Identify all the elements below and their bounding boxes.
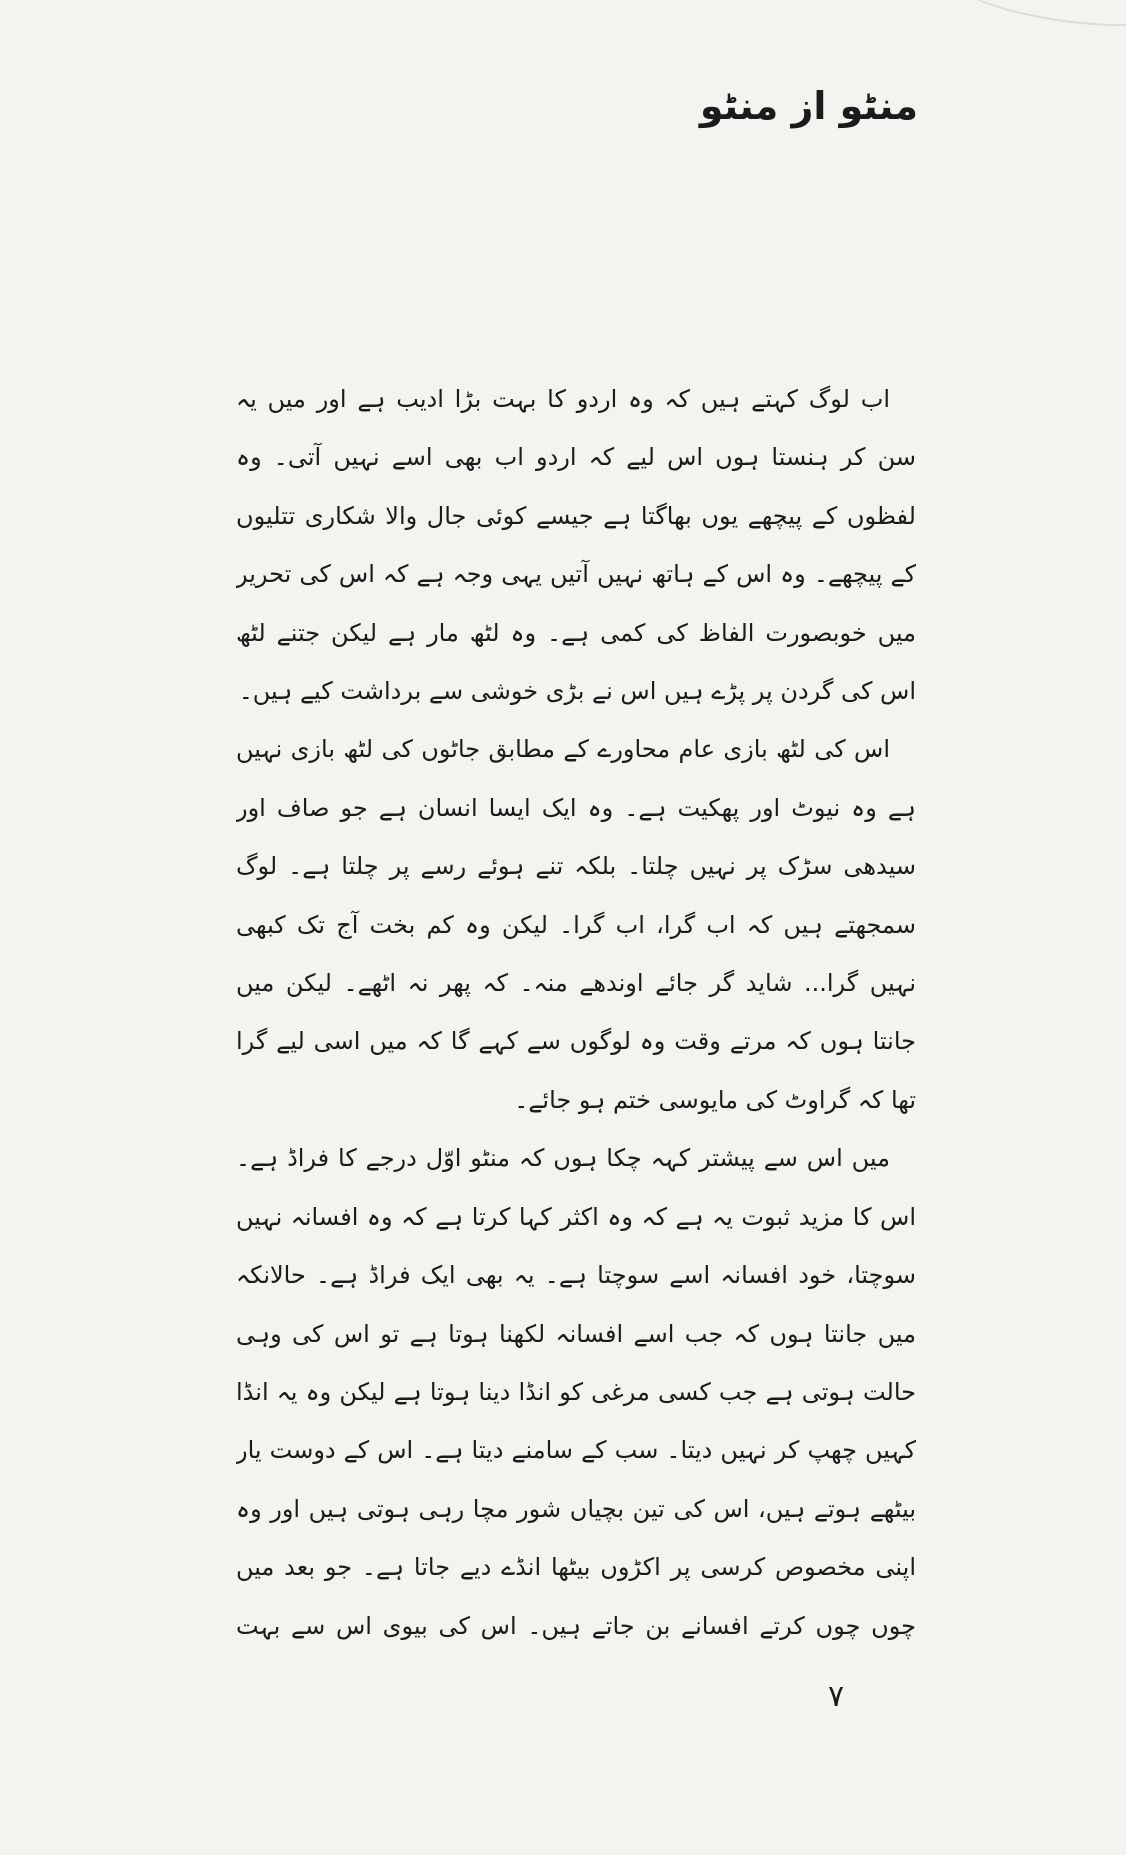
paragraph-2: اس کی لٹھ بازی عام محاورے کے مطابق جاٹوں کی لٹھ بازی نہیں ہے وہ نیوٹ اور پھکیت ہے۔ وہ ایک ایسا انسان ہے جو صاف اور سیدھی سڑک پر نہیں چلتا۔ بلکہ تنے ہوئے رسے پر چلتا ہے۔ لوگ سمجھتے ہیں کہ اب گرا، اب گرا۔ لیکن وہ کم بخت آج تک کبھی نہیں گرا... شاید گر جائے اوندھے منہ۔ کہ پھر نہ اٹھے۔ لیکن میں جانتا ہوں کہ مرتے وقت وہ لوگوں سے کہے گا کہ میں اسی لیے گرا تھا کہ گراوٹ کی مایوسی ختم ہو جائے۔ — [236, 735, 916, 1114]
paragraph-1: اب لوگ کہتے ہیں کہ وہ اردو کا بہت بڑا ادیب ہے اور میں یہ سن کر ہنستا ہوں اس لیے کہ اردو اب بھی اسے نہیں آتی۔ وہ لفظوں کے پیچھے یوں بھاگتا ہے جیسے کوئی جال والا شکاری تتلیوں کے پیچھے۔ وہ اس کے ہاتھ نہیں آتیں یہی وجہ ہے کہ اس کی تحریر میں خوبصورت الفاظ کی کمی ہے۔ وہ لٹھ مار ہے لیکن جتنے لٹھ اس کی گردن پر پڑے ہیں اس نے بڑی خوشی سے برداشت کیے ہیں۔ — [236, 385, 916, 706]
page-curl-shadow — [943, 0, 1126, 38]
paragraph-3: میں اس سے پیشتر کہہ چکا ہوں کہ منٹو اوّل درجے کا فراڈ ہے۔ اس کا مزید ثبوت یہ ہے کہ وہ اکثر کہا کرتا ہے کہ وہ افسانہ نہیں سوچتا، خود افسانہ اسے سوچتا ہے۔ یہ بھی ایک فراڈ ہے۔ حالانکہ میں جانتا ہوں کہ جب اسے افسانہ لکھنا ہوتا ہے تو اس کی وہی حالت ہوتی ہے جب کسی مرغی کو انڈا دینا ہوتا ہے لیکن وہ یہ انڈا کہیں چھپ کر نہیں دیتا۔ سب کے سامنے دیتا ہے۔ اس کے دوست یار بیٹھے ہوتے ہیں، اس کی تین بچیاں شور مچا رہی ہوتی ہیں اور وہ اپنی مخصوص کرسی پر اکڑوں بیٹھا انڈے دیے جاتا ہے۔ جو بعد میں چوں چوں کرتے افسانے بن جاتے ہیں۔ اس کی بیوی اس سے بہت — [236, 1144, 916, 1640]
page-number: ۷ — [828, 1679, 845, 1714]
page-title: منٹو از منٹو — [699, 84, 918, 128]
body-text — [236, 370, 916, 1645]
